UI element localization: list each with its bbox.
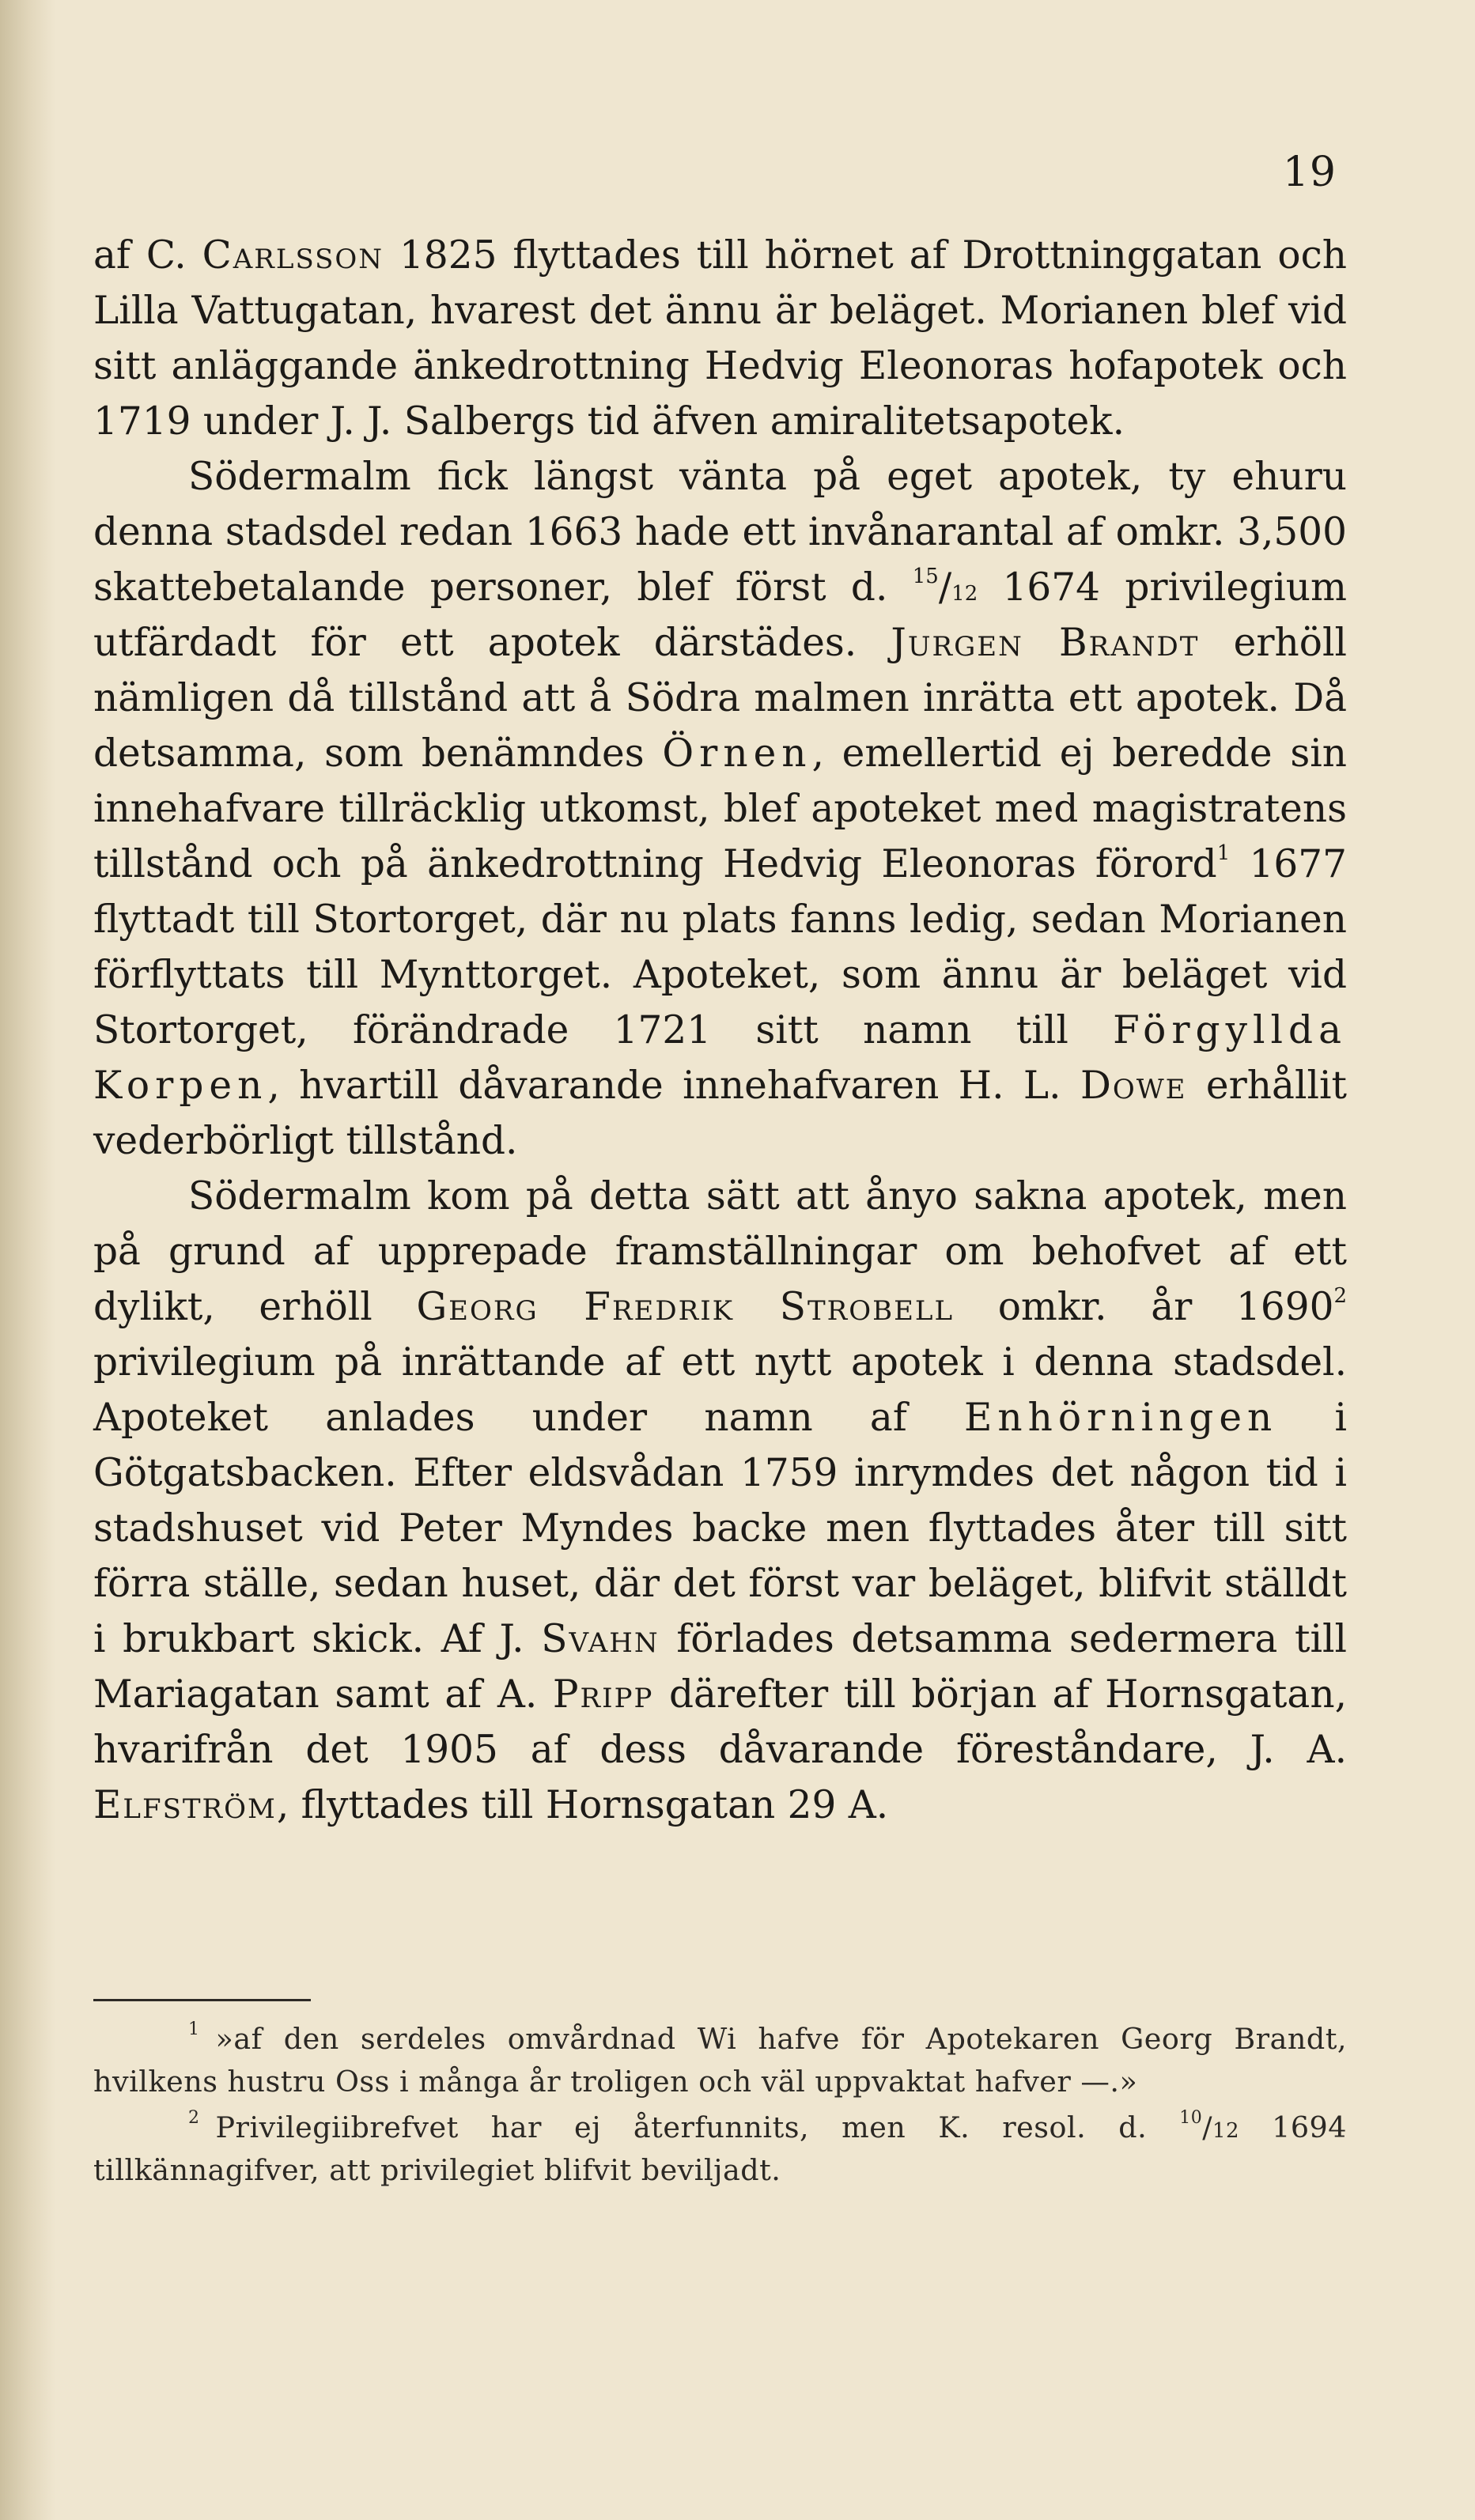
- footnote-1-text: »af den serdeles omvårdnad Wi hafve för Apotekaren Georg Brandt, hvilkens hustru Oss i många år troligen och väl uppvaktat hafver —.»: [93, 2022, 1347, 2099]
- footnote-ref-1: 1: [1216, 841, 1231, 865]
- footnote-divider: [93, 1999, 311, 2001]
- body-text: [93, 228, 1347, 1833]
- text-run: , hvartill dåvarande innehafvaren H. L.: [267, 1064, 1080, 1108]
- date-fraction: [1179, 2110, 1239, 2144]
- text-run: erhållit vederbörligt tillstånd.: [93, 1064, 1347, 1163]
- text-run: , emellertid ej beredde sin innehafvare tillräcklig utkomst, blef apoteket med magistratens tillstånd och på änkedrottning Hedvig Eleonoras förord: [93, 731, 1347, 886]
- name-carlsson: Carlsson: [202, 233, 384, 278]
- date-fraction: [913, 565, 978, 610]
- footnote-2-mark: 2: [188, 2108, 200, 2128]
- footnote-ref-2: 2: [1333, 1284, 1347, 1308]
- text-run: Privilegiibrefvet har ej återfunnits, men K. resol. d.: [215, 2110, 1180, 2144]
- text-run: i Götgatsbacken. Efter eldsvådan 1759 inrymdes det någon tid i stadshuset vid Peter Myndes backe men flyttades åter till sitt förra ställe, sedan huset, där det först var beläget, blifvit ställdt i brukbart skick. Af J.: [93, 1396, 1347, 1661]
- fraction-numerator: 10: [1179, 2108, 1203, 2128]
- fraction-slash: /: [1202, 2110, 1213, 2144]
- fraction-numerator: 15: [912, 565, 939, 588]
- name-elfstrom: Elfström: [93, 1783, 277, 1827]
- footnote-1-mark: 1: [188, 2019, 200, 2039]
- fraction-slash: /: [938, 565, 952, 610]
- footnotes: [93, 2018, 1347, 2195]
- text-run: af C.: [93, 233, 202, 278]
- text-run: 1825 flyttades till hörnet af Drottninggatan och Lilla Vattugatan, hvarest det ännu är beläget. Morianen blef vid sitt anläggande änkedrottning Hedvig Eleonoras hofapotek och 1719 under J. J. Salbergs tid äfven amiralitetsapotek.: [93, 233, 1347, 444]
- text-run: , flyttades till Hornsgatan 29 A.: [276, 1783, 889, 1827]
- text-run: förlades detsamma sedermera till Mariagatan samt af A.: [93, 1617, 1347, 1717]
- fraction-denominator: 12: [951, 582, 978, 606]
- pharmacy-name-ornen: Örnen: [662, 731, 812, 776]
- text-run: 1674 privilegium utfärdadt för ett apotek därstädes.: [93, 565, 1347, 665]
- paragraph-1: [93, 228, 1347, 449]
- text-run: omkr. år 1690: [954, 1285, 1334, 1329]
- name-dowe: Dowe: [1080, 1064, 1187, 1108]
- name-svahn: Svahn: [541, 1617, 660, 1661]
- footnote-1: [93, 2018, 1347, 2103]
- text-run: Södermalm kom på detta sätt att ånyo sakna apotek, men på grund af upprepade framställningar om behofvet af ett dylikt, erhöll: [93, 1174, 1347, 1329]
- text-run: 1694 tillkännagifver, att privilegiet blifvit beviljadt.: [93, 2110, 1348, 2187]
- page-number: 19: [1282, 149, 1337, 196]
- name-jurgen-brandt: Jurgen Brandt: [891, 621, 1200, 665]
- fraction-denominator: 12: [1212, 2119, 1240, 2143]
- text-run: 1677 flyttadt till Stortorget, där nu plats fanns ledig, sedan Morianen förflyttats till Mynttorget. Apoteket, som ännu är beläget vid Stortorget, förändrade 1721 sitt namn till: [93, 842, 1347, 1052]
- paragraph-3: [93, 1169, 1347, 1833]
- text-run: erhöll nämligen då tillstånd att å Södra malmen inrätta ett apotek. Då detsamma, som benämndes: [93, 621, 1348, 776]
- paragraph-2: [93, 449, 1347, 1169]
- text-run: därefter till början af Hornsgatan, hvarifrån det 1905 af dess dåvarande föreståndare, J. A.: [93, 1672, 1347, 1772]
- text-run: Södermalm fick längst vänta på eget apotek, ty ehuru denna stadsdel redan 1663 hade ett invånarantal af omkr. 3,500 skattebetalande personer, blef först d.: [93, 455, 1347, 610]
- page-edge-shadow: [0, 0, 55, 2520]
- pharmacy-name-forgyllda-korpen: Förgyllda Korpen: [93, 1008, 1347, 1108]
- name-pripp: Pripp: [552, 1672, 654, 1717]
- text-run: privilegium på inrättande af ett nytt apotek i denna stadsdel. Apoteket anlades under namn af: [93, 1340, 1347, 1440]
- footnote-2: [93, 2106, 1347, 2192]
- pharmacy-name-enhorningen: Enhörningen: [964, 1396, 1278, 1440]
- name-strobell: Georg Fredrik Strobell: [416, 1285, 955, 1329]
